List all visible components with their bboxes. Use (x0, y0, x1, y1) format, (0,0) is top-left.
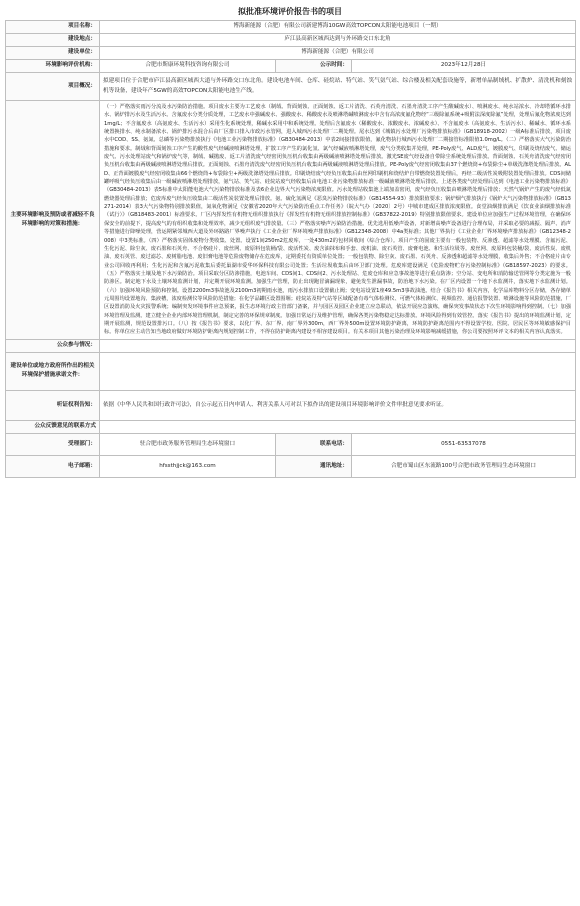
participation-label: 公众参与情况： (6, 339, 100, 352)
row-gov-commit (6, 352, 576, 390)
feedback-label: 公众反馈意见的联系方式 (6, 420, 100, 433)
feedback-value (100, 420, 576, 433)
row-participation (6, 339, 576, 352)
email-value[interactable]: hfssthjjck@163.com (100, 455, 276, 477)
measures-label: 主要环境影响及预防或者减轻不良环境影响的对策和措施： (6, 101, 100, 340)
row-email-address (6, 455, 576, 477)
row-feedback (6, 420, 576, 433)
row-builder (6, 47, 576, 60)
overview-value: 拟建项目位于合肥市庐江县高新区城西大道与外环路交口东北角。建设电池车间、仓库、硅烷站、特气站、笑气氨气站、综合楼及相关配套设施等，新增单晶制绒机、扩散炉、清洗机和刻蚀机等设备，建设年产5GW的高效TOPCON太阳能电池生产线。 (100, 73, 576, 101)
row-agency (6, 60, 576, 73)
address-label: 通讯地址： (276, 455, 352, 477)
builder-label: 建设单位： (6, 47, 100, 60)
overview-label: 项目概况： (6, 73, 100, 101)
site-label: 建设地点： (6, 34, 100, 47)
project-name-value: 博海新能源（合肥）有限公司新建博海10GW高效TOPCON太阳能电池项目（一期） (100, 21, 576, 34)
publicity-page (5, 0, 575, 478)
phone-value: 0551-63537078 (352, 433, 576, 455)
dept-value: 驻合肥市政务服务管理局生态环境窗口 (100, 433, 276, 455)
phone-label: 联系电话： (276, 433, 352, 455)
measures-value: （一）严格落实雨污分流及水污染防治措施。项目废水主要为工艺废水（制绒、背面刻蚀、正面刻蚀、返工片清洗、石英舟清洗、石墨舟清洗工序产生酸碱废水）、喷淋废水、纯水站浓水、冷却塔循环水排水、锅炉排污水及生活污水。含氟废水分类分质处理，工艺废水中强碱废水、强酸废水、稀酸废水及喷淋塔碱喷淋废水中含有高浓度氟化物经“三级除氟系统+吸附法深度除氟”处理，处理后氟化物浓度达到1mg/L；不含氟废水（高氨废水、生活污水）采用生化系统处理，稀碱水采用中和系统处理。处理后含氟废水（稀酸废水、浓酸废水、浓碱废水）、不含氟废水（高氨废水、生活污水）、稀碱水、循环水系统置换排水、纯水制备浓水、锅炉排污水混合后由厂区排口排入市政污水管网，进入城西污水处理厂二期处理。尾水达到《城镇污水处理厂污染物排放标准》（GB18918-2002）一级A标准后排放，项目废水中COD、SS、氨氮、总磷等污染物排放执行《电池工业污染物排放标准》（GB30484-2013）中表2间接排放限值，氟化物执行城西污水处理厂二期接管标准限值1.0mg/L。（二）严格落实大气污染防治措施和要求。制绒和背面刻蚀工序产生的酸性废气经碱液喷淋塔处理，扩散工序产生的氯化氢、氯气经碱液喷淋塔处理，废气分类收集并处理，PE-Poly废气、ALD废气、镀膜废气、印刷及烧结废气、储运废气、污水处理站废气和锅炉废气等，制绒、碱抛废、返工片清洗废气经密闭负压机台收集由两级碱液喷淋塔处理后排放。激光SE废气经设备自带除尘系统处理后排放。背面刻蚀、石英舟清洗废气经密闭负压机台收集由两级碱液喷淋塔处理后排放。正面刻蚀、石墨舟清洗废气经密闭负压机台收集由两级碱液喷淋塔处理后排放。PE-Poly废气经密闭收集由37个燃烧筒+布袋除尘+单级洗涤塔处理后排放。ALD、正背面镀膜废气经密闭收集由66个燃烧筒+布袋除尘+两级洗涤塔处理后排放。印刷烧结废气经负压收集后由丝网印刷机和烧结炉自带燃烧装置处理后，再经二级活性炭吸附装置处理后排放。CDS间储罐呼吸气经负压收集后由一级碱液喷淋塔处理排放，氨气站、笑气站、硅烷站废气经收集后由电池工业污染物排放标准一级碱液喷淋塔处理后排放。上述各类废气经处理后达到《电池工业污染物排放标准》（GB30484-2013）表5标准中太阳能电池大气污染物排放标准及表6企业边界大气污染物浓度限值。污水处理站收集池上端加盖密闭，废气经负压收集由喷淋塔处理后排放；天然气锅炉产生的废气经低氮燃烧器处理后排放；危废库废气经负压收集由二级活性炭装置处理后排放。氨、硫化氢满足《恶臭污染物排放标准》（GB14554-93）排放限值要求；锅炉烟气排放执行《锅炉大气污染物排放标准》（GB13271-2014）表3大气污染物特别排放限值，氮氧化物满足《安徽省2020年大气污染防治重点工作任务》（皖大气办〔2020〕2号）中城市建成区排放浓度限值。食堂油烟排放满足《饮食业油烟排放标准（试行）》（GB18483-2001）标准要求。厂区内挥发性有机物无组织排放执行《挥发性有机物无组织排放控制标准》（GB37822-2019）特别排放限值要求。建设单位应加强生产过程环境管理，在确保环保安全的前提下，提高废气的有组织收集和处理效率，减少无组织废气排放量。（三）严格落实噪声污染防治措施。优先选用低噪声设备，对新增高噪声设备进行合理布局，并采取必要的减振、隔声、消声等措施进行降噪处理，营运期紧邻城西大道及外环路路厂界噪声执行《工业企业厂界环境噪声排放标准》（GB12348-2008）中4a类标准；其他厂界执行《工业企业厂界环境噪声排放标准》（GB12348-2008）中3类标准。（四）严格落实固体废物分类收集、处置。设置1间250m2危废库，一处430m2的包材回收间（综合仓库）。项目产生的固废主要有一般包装物、反渗透、超滤等水处理膜、含氟污泥、生化污泥、除尘灰、废石墨和石英舟、不合格硅片、废丝网、废原料包装桶/袋、废活性炭、废含油抹布和手套、废机油、废石英管、废膏电池、和生活垃圾等。废丝网、废原料包装桶/袋、废活性炭、废机油、废石英管、废过滤芯、废树脂电池、废旧膏电池等危险废物储存在危废库，定期委托有资质单位处置；一般包装物、除尘灰、废石墨、石英舟、反渗透和超滤等水处理膜，收集后外售；不合格硅片由专业公司回收再利用；生化污泥和含氟污泥收集后委托巢湖市爱华环保科技有限公司处置；生活垃圾收集后由环卫部门处理。危废库建设满足《危险废物贮存污染控制标准》（GB18597-2023）的要求。（五）严格落实土壤及地下水污染防治。项目采取分区防渗措施，电池车间、CDS间1、CDS间2、污水处理站、危废仓库和应急事故池等进行重点防渗；空分站、变电所和消防输送管网等分类定施为一般防渗区。制定地下水及土壤环境监测计划，并定期开展环境监测。加强生产管理，防止出现跑冒滴漏现象，避免发生泄漏事故，防治地下水污染。在厂区内设置一个地下水监测井，落实地下水监测计划。（六）加强环境风险预防和控制。设置2200m3事故池及2100m3初期雨水池，雨污水排放口设置截止阀；变电站设置1座49.5m3事故油池。结合《报告书》相关内容，化学品库物料分区存储，各存储单元周围均设置地沟、集液槽，浓度检测仪等风险防范措施；在化学品罐区设置围堰；硅烷站及特气站等区域配备有毒气体检测仪、可燃气体检测仪、视频监控、通信报警装置、喷淋设施等风险防范措施，厂区设置消防及火灾报警系统；编制突发环境事件应急预案，报生态环境行政主管部门备案，并与园区及园区企业建立应急联动，依法开展应急演练，确保突发事故状态下次生环境影响得到控制。（七）加强环境管理及监测。建立健全企业内部环境管理机制，制定完善的环保规章制度。加强日常运行及维护管理，确保各类污染物稳定达标排放。环境风险得到有效管控。落实《报告书》提出的环境监测计划，定期开展监测，规范设置排污口。（八）按《报告书》要求，以化厂界、东厂界、南厂界外300m，西厂界外500m设置环境防护距离，环境防护距离范围内不得设置学校、医院、居民区等环境敏感保护目标。你单位应主动告知当地政府做好环境防护距离内规划控制工作，不得在防护距离内建设不相容建设项目。有关本项目其他污染治理及环境影响减缓措施，你公司要按照环评文本的相关内容认真落实。 (100, 101, 576, 340)
row-project-name (6, 21, 576, 34)
row-hearing (6, 390, 576, 420)
project-info-table (5, 20, 576, 478)
email-label: 电子邮箱： (6, 455, 100, 477)
agency-value: 合肥市斯康环境科技咨询有限公司 (100, 60, 276, 73)
site-value: 庐江县高新区城西达到与外环路交口东北角 (100, 34, 576, 47)
dept-label: 受理部门： (6, 433, 100, 455)
row-measures (6, 101, 576, 340)
builder-value: 博海新能源（合肥）有限公司 (100, 47, 576, 60)
hearing-label: 听证权利告知： (6, 390, 100, 420)
agency-label: 环境影响评价机构： (6, 60, 100, 73)
hearing-value: 依据《中华人民共和国行政许可法》，自公示起五日内申请人、利害关系人可对以下拟作出的建设项目环境影响评价文件审批意见要求听证。 (100, 390, 576, 420)
participation-value (100, 339, 576, 352)
project-name-label: 项目名称： (6, 21, 100, 34)
page-title: 拟批准环境评价报告书的项目 (238, 7, 342, 16)
row-site (6, 34, 576, 47)
gov-commit-label: 建设单位或地方政府所作出的相关环境保护措施承诺文件： (6, 352, 100, 390)
row-dept-phone (6, 433, 576, 455)
gov-commit-value (100, 352, 576, 390)
row-overview (6, 73, 576, 101)
pub-time-value: 2023年12月28日 (352, 60, 576, 73)
address-value: 合肥市蜀山区东流路100号合肥市政务管理局生态环境窗口 (352, 455, 576, 477)
pub-time-label: 公示时间： (276, 60, 352, 73)
